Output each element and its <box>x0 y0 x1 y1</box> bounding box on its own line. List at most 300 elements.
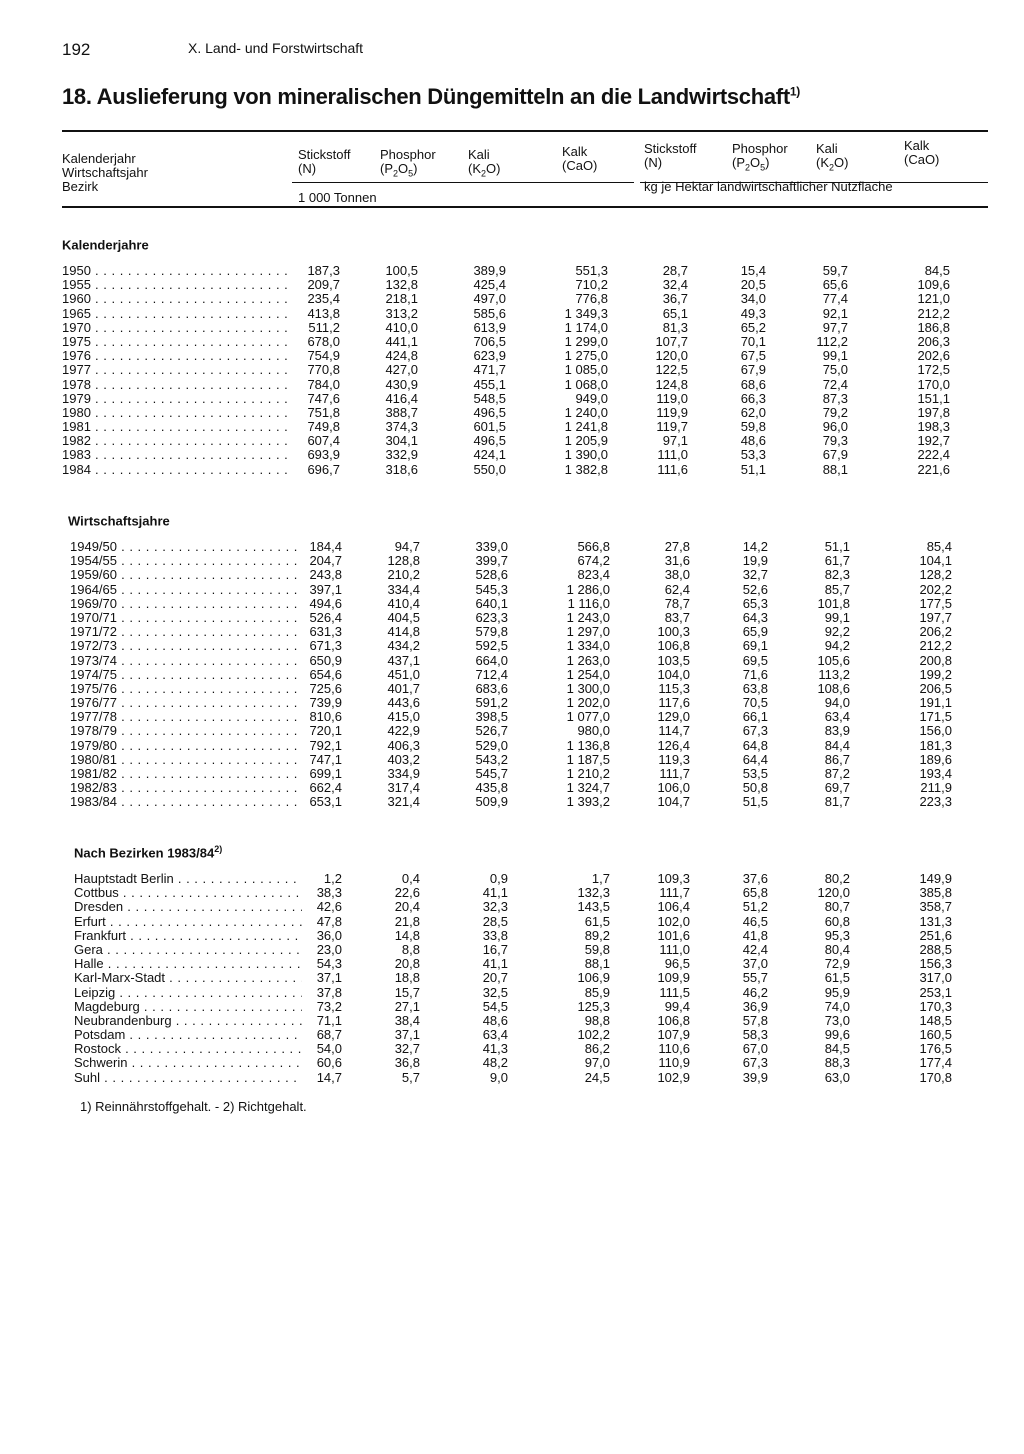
column-header-formula: $(P_2O_5)$ <box>732 155 770 173</box>
table-cell: 548,5 <box>473 390 506 406</box>
table-cell: 32,7 <box>394 1041 420 1057</box>
table-cell: 223,3 <box>919 794 952 810</box>
table-cell: 176,5 <box>919 1041 952 1057</box>
table-cell: 170,0 <box>917 376 950 392</box>
column-header-formula: (N) <box>644 155 663 170</box>
table-cell: 41,1 <box>482 956 508 972</box>
table-row <box>62 349 972 363</box>
table-cell: 339,0 <box>475 539 508 554</box>
table-cell: 48,6 <box>482 1012 508 1028</box>
table-cell: 14,7 <box>316 1069 342 1085</box>
table-cell: 80,2 <box>824 871 850 886</box>
table-cell: 82,3 <box>824 567 850 583</box>
table-cell: 398,5 <box>475 709 508 725</box>
table-cell: 102,2 <box>577 1027 610 1043</box>
row-label: Magdeburg . . . <box>74 1000 302 1014</box>
table-cell: 51,1 <box>740 461 766 477</box>
table-cell: 54,3 <box>316 956 342 972</box>
table-cell: 749,8 <box>307 419 340 435</box>
table-cell: 317,4 <box>387 780 420 796</box>
table-row <box>62 363 972 377</box>
table-cell: 32,5 <box>482 984 508 1000</box>
table-cell: 193,4 <box>919 766 952 781</box>
table-cell: 623,3 <box>475 609 508 625</box>
column-header-formula: (CaO) <box>562 158 598 173</box>
table-row <box>70 554 980 568</box>
table-cell: 5,7 <box>401 1069 420 1085</box>
row-label: 1981/82 . . . <box>70 767 298 781</box>
table-cell: 410,0 <box>385 319 418 335</box>
table-cell: 50,8 <box>742 780 768 796</box>
table-cell: 189,6 <box>919 751 952 767</box>
table-row <box>74 971 984 985</box>
table-cell: 221,6 <box>917 461 950 477</box>
table-cell: 601,5 <box>473 419 506 435</box>
table-cell: 120,0 <box>817 885 850 901</box>
table-cell: 72,9 <box>824 956 850 972</box>
row-label: Leipzig . . . <box>74 986 302 1000</box>
table-cell: 103,5 <box>657 652 690 668</box>
row-label: 1979/80 . . . <box>70 739 298 753</box>
table-cell: 253,1 <box>919 984 952 1000</box>
table-cell: 526,4 <box>309 609 342 625</box>
row-label: 1965 . . . <box>62 307 290 321</box>
table-cell: 1 286,0 <box>566 581 610 597</box>
table-cell: 1 382,8 <box>564 461 608 477</box>
table-cell: 34,0 <box>740 291 766 307</box>
table-cell: 187,3 <box>307 263 340 278</box>
table-cell: 613,9 <box>473 319 506 335</box>
table-row <box>70 568 980 582</box>
table-cell: 1 240,0 <box>564 404 608 420</box>
table-cell: 54,5 <box>482 998 508 1014</box>
table-cell: 106,8 <box>657 638 690 654</box>
table-cell: 53,5 <box>742 766 768 781</box>
unit-rule-left <box>292 182 634 183</box>
table-cell: 88,1 <box>584 956 610 972</box>
table-cell: 100,5 <box>385 263 418 278</box>
row-label: 1979 . . . <box>62 392 290 406</box>
table-cell: 37,1 <box>316 970 342 986</box>
table-cell: 1 202,0 <box>566 695 610 711</box>
table-cell: 131,3 <box>919 913 952 929</box>
table-cell: 69,1 <box>742 638 768 654</box>
table-row <box>62 307 972 321</box>
table-cell: 61,7 <box>824 553 850 569</box>
table-cell: 74,0 <box>824 998 850 1014</box>
table-cell: 38,3 <box>316 885 342 901</box>
table-cell: 20,4 <box>394 899 420 915</box>
table-row <box>62 292 972 306</box>
table-cell: 32,7 <box>742 567 768 583</box>
table-cell: 81,7 <box>824 794 850 810</box>
row-label: 1976/77 . . . <box>70 696 298 710</box>
table-cell: 51,2 <box>742 899 768 915</box>
column-header-name: Kalk <box>562 144 588 159</box>
table-cell: 28,7 <box>662 263 688 278</box>
section-body-kalenderjahre <box>62 264 972 477</box>
table-cell: 19,9 <box>742 553 768 569</box>
table-cell: 747,6 <box>307 390 340 406</box>
row-label: Dresden . . . <box>74 900 302 914</box>
title-text: 18. Auslieferung von mineralischen Düngemitteln an die Landwirtschaft <box>62 84 790 109</box>
table-row <box>74 1056 984 1070</box>
table-cell: 218,1 <box>385 291 418 307</box>
table-cell: 92,1 <box>822 305 848 321</box>
table-cell: 42,6 <box>316 899 342 915</box>
table-row <box>74 886 984 900</box>
table-cell: 132,3 <box>577 885 610 901</box>
table-cell: 156,3 <box>919 956 952 972</box>
table-cell: 94,0 <box>824 695 850 711</box>
column-header-7 <box>816 142 848 175</box>
table-cell: 288,5 <box>919 941 952 957</box>
table-cell: 1 205,9 <box>564 433 608 449</box>
table-cell: 66,1 <box>742 709 768 725</box>
table-row <box>70 710 980 724</box>
column-header-formula: (N) <box>298 161 317 176</box>
table-cell: 334,9 <box>387 766 420 781</box>
table-cell: 545,3 <box>475 581 508 597</box>
table-row <box>74 957 984 971</box>
table-cell: 107,7 <box>655 333 688 349</box>
table-cell: 20,5 <box>740 277 766 293</box>
table-cell: 110,9 <box>658 1055 690 1071</box>
row-label: 1954/55 . . . <box>70 554 298 568</box>
table-cell: 60,8 <box>824 913 850 929</box>
table-cell: 21,8 <box>394 913 420 929</box>
table-cell: 111,7 <box>659 766 690 781</box>
table-cell: 67,3 <box>742 1055 768 1071</box>
table-cell: 509,9 <box>475 794 508 810</box>
section-body-bezirke <box>74 872 984 1085</box>
table-row <box>70 597 980 611</box>
table-cell: 55,7 <box>742 970 768 986</box>
row-label: Rostock . . . <box>74 1042 302 1056</box>
table-cell: 86,2 <box>584 1041 610 1057</box>
table-cell: 18,8 <box>394 970 420 986</box>
table-cell: 14,2 <box>742 539 768 554</box>
table-cell: 671,3 <box>309 638 342 654</box>
table-cell: 776,8 <box>575 291 608 307</box>
table-cell: 37,0 <box>742 956 768 972</box>
table-cell: 58,3 <box>742 1027 768 1043</box>
table-cell: 653,1 <box>309 794 342 810</box>
row-label: 1970 . . . <box>62 321 290 335</box>
section-title-kalenderjahre <box>62 236 149 252</box>
table-row <box>62 463 972 477</box>
table-row <box>70 654 980 668</box>
table-cell: 170,3 <box>919 998 952 1014</box>
table-cell: 206,2 <box>919 624 952 640</box>
table-cell: 46,2 <box>742 984 768 1000</box>
table-cell: 430,9 <box>385 376 418 392</box>
table-cell: 102,9 <box>657 1069 690 1085</box>
table-cell: 551,3 <box>575 263 608 278</box>
table-cell: 198,3 <box>917 419 950 435</box>
table-cell: 156,0 <box>919 723 952 739</box>
row-label: Halle . . . <box>74 957 302 971</box>
row-label: 1984 . . . <box>62 463 290 477</box>
column-header-name: Kali <box>816 141 838 156</box>
table-cell: 87,2 <box>824 766 850 781</box>
table-cell: 65,8 <box>742 885 768 901</box>
table-row <box>70 767 980 781</box>
table-cell: 96,5 <box>664 956 690 972</box>
table-cell: 441,1 <box>385 333 418 349</box>
table-cell: 949,0 <box>575 390 608 406</box>
table-cell: 1 297,0 <box>566 624 610 640</box>
row-label: 1983/84 . . . <box>70 795 298 809</box>
table-cell: 92,2 <box>824 624 850 640</box>
table-cell: 1 393,2 <box>566 794 610 810</box>
table-cell: 543,2 <box>475 751 508 767</box>
table-cell: 128,2 <box>919 567 952 583</box>
table-cell: 71,6 <box>742 666 768 682</box>
table-cell: 67,0 <box>742 1041 768 1057</box>
table-cell: 88,3 <box>824 1055 850 1071</box>
table-cell: 683,6 <box>475 680 508 696</box>
table-cell: 1 263,0 <box>566 652 610 668</box>
table-cell: 85,4 <box>926 539 952 554</box>
table-row <box>62 335 972 349</box>
table-cell: 94,2 <box>824 638 850 654</box>
table-cell: 85,7 <box>824 581 850 597</box>
row-label: 1959/60 . . . <box>70 568 298 582</box>
table-cell: 22,6 <box>394 885 420 901</box>
table-cell: 42,4 <box>742 941 768 957</box>
row-label: 1976 . . . <box>62 349 290 363</box>
table-cell: 410,4 <box>387 595 420 611</box>
row-label: 1975/76 . . . <box>70 682 298 696</box>
table-cell: 640,1 <box>475 595 508 611</box>
table-cell: 65,2 <box>740 319 766 335</box>
table-cell: 204,7 <box>309 553 342 569</box>
table-cell: 151,1 <box>917 390 950 406</box>
table-cell: 68,7 <box>316 1027 342 1043</box>
row-label: Schwerin . . . <box>74 1056 302 1070</box>
running-head: X. Land- und Forstwirtschaft <box>188 40 364 56</box>
table-cell: 696,7 <box>307 461 340 477</box>
table-cell: 97,0 <box>584 1055 610 1071</box>
section-body-wirtschaftsjahre <box>70 540 980 810</box>
table-cell: 321,4 <box>387 794 420 810</box>
table-row <box>70 639 980 653</box>
table-cell: 451,0 <box>387 666 420 682</box>
table-cell: 1 116,0 <box>567 595 610 611</box>
table-cell: 177,5 <box>919 595 952 611</box>
table-cell: 69,7 <box>824 780 850 796</box>
table-cell: 199,2 <box>919 666 952 682</box>
table-cell: 96,0 <box>822 419 848 435</box>
column-header-formula: $(P_2O_5)$ <box>380 161 418 179</box>
table-cell: 143,5 <box>577 899 610 915</box>
table-cell: 784,0 <box>307 376 340 392</box>
table-cell: 566,8 <box>577 539 610 554</box>
table-cell: 251,6 <box>919 927 952 943</box>
table-cell: 406,3 <box>387 737 420 753</box>
table-cell: 107,9 <box>657 1027 690 1043</box>
table-cell: 823,4 <box>577 567 610 583</box>
table-cell: 389,9 <box>473 263 506 278</box>
table-cell: 435,8 <box>475 780 508 796</box>
table-cell: 70,1 <box>740 333 766 349</box>
table-cell: 415,0 <box>387 709 420 725</box>
table-cell: 654,6 <box>309 666 342 682</box>
table-cell: 109,3 <box>657 871 690 886</box>
table-cell: 62,0 <box>740 404 766 420</box>
table-cell: 122,5 <box>655 362 688 378</box>
table-row <box>62 448 972 462</box>
table-cell: 424,1 <box>473 447 506 463</box>
table-cell: 751,8 <box>307 404 340 420</box>
table-row <box>70 781 980 795</box>
table-row <box>74 1042 984 1056</box>
column-header-formula: $(K_2O)$ <box>468 161 501 179</box>
table-cell: 15,7 <box>394 984 420 1000</box>
table-cell: 62,4 <box>664 581 690 597</box>
table-cell: 95,3 <box>824 927 850 943</box>
table-cell: 591,2 <box>475 695 508 711</box>
table-cell: 121,0 <box>917 291 950 307</box>
table-cell: 38,0 <box>664 567 690 583</box>
column-header-3 <box>468 148 500 181</box>
table-cell: 80,7 <box>824 899 850 915</box>
table-cell: 95,9 <box>824 984 850 1000</box>
table-cell: 662,4 <box>309 780 342 796</box>
table-cell: 49,3 <box>740 305 766 321</box>
table-cell: 28,5 <box>482 913 508 929</box>
row-label: Gera . . . <box>74 943 302 957</box>
table-row <box>74 1000 984 1014</box>
table-cell: 1 324,7 <box>566 780 610 796</box>
table-cell: 1,7 <box>591 871 610 886</box>
table-cell: 664,0 <box>475 652 508 668</box>
table-row <box>70 682 980 696</box>
table-cell: 1 187,5 <box>566 751 610 767</box>
table-cell: 496,5 <box>473 404 506 420</box>
table-cell: 125,3 <box>577 998 610 1014</box>
section-title-text: Kalenderjahre <box>62 237 149 253</box>
table-cell: 1 241,8 <box>564 419 608 435</box>
column-header-4 <box>562 145 597 173</box>
table-row <box>62 392 972 406</box>
column-header-2 <box>380 148 436 181</box>
table-cell: 770,8 <box>307 362 340 378</box>
table-cell: 79,3 <box>822 433 848 449</box>
table-cell: 792,1 <box>309 737 342 753</box>
table-cell: 318,6 <box>385 461 418 477</box>
column-header-8 <box>904 139 939 167</box>
table-cell: 53,3 <box>740 447 766 463</box>
table-row <box>74 986 984 1000</box>
table-cell: 1 243,0 <box>566 609 610 625</box>
table-cell: 37,8 <box>316 984 342 1000</box>
table-cell: 79,2 <box>822 404 848 420</box>
table-row <box>62 278 972 292</box>
table-cell: 710,2 <box>575 277 608 293</box>
table-cell: 526,7 <box>475 723 508 739</box>
table-row <box>74 943 984 957</box>
table-cell: 202,6 <box>917 348 950 364</box>
table-cell: 65,3 <box>742 595 768 611</box>
row-label: 1955 . . . <box>62 278 290 292</box>
table-cell: 51,1 <box>824 539 850 554</box>
table-cell: 99,1 <box>822 348 848 364</box>
table-cell: 109,6 <box>917 277 950 293</box>
table-cell: 434,2 <box>387 638 420 654</box>
table-cell: 87,3 <box>822 390 848 406</box>
row-label: Erfurt . . . <box>74 915 302 929</box>
table-row <box>62 321 972 335</box>
table-cell: 545,7 <box>475 766 508 781</box>
table-row <box>62 420 972 434</box>
table-cell: 112,2 <box>816 333 848 349</box>
table-cell: 693,9 <box>307 447 340 463</box>
table-cell: 63,4 <box>482 1027 508 1043</box>
row-label: 1977 . . . <box>62 363 290 377</box>
row-label: 1978/79 . . . <box>70 724 298 738</box>
table-row <box>70 739 980 753</box>
table-cell: 200,8 <box>919 652 952 668</box>
table-row <box>70 668 980 682</box>
table-cell: 73,2 <box>316 998 342 1014</box>
table-cell: 85,9 <box>584 984 610 1000</box>
row-label: 1983 . . . <box>62 448 290 462</box>
table-cell: 69,5 <box>742 652 768 668</box>
table-cell: 36,9 <box>742 998 768 1014</box>
table-cell: 754,9 <box>307 348 340 364</box>
table-cell: 210,2 <box>387 567 420 583</box>
table-cell: 1 275,0 <box>564 348 608 364</box>
column-header-5 <box>644 142 697 170</box>
table-cell: 437,1 <box>387 652 420 668</box>
table-cell: 1 085,0 <box>564 362 608 378</box>
unit-label-tonnes: 1 000 Tonnen <box>298 190 377 205</box>
row-label: 1974/75 . . . <box>70 668 298 682</box>
table-cell: 41,1 <box>482 885 508 901</box>
table-cell: 1 299,0 <box>564 333 608 349</box>
table-cell: 171,5 <box>919 709 952 725</box>
table-cell: 212,2 <box>917 305 950 321</box>
table-cell: 358,7 <box>919 899 952 915</box>
table-title <box>62 84 800 110</box>
table-cell: 529,0 <box>475 737 508 753</box>
table-cell: 59,8 <box>584 941 610 957</box>
table-cell: 97,1 <box>662 433 688 449</box>
table-cell: 197,8 <box>917 404 950 420</box>
row-label: 1964/65 . . . <box>70 583 298 597</box>
table-cell: 1 174,0 <box>564 319 608 335</box>
table-cell: 1 349,3 <box>564 305 608 321</box>
table-row <box>74 1028 984 1042</box>
row-label: 1950 . . . <box>62 264 290 278</box>
table-cell: 111,5 <box>659 984 690 1000</box>
table-cell: 1,2 <box>323 871 342 886</box>
table-cell: 1 210,2 <box>566 766 610 781</box>
table-cell: 202,2 <box>919 581 952 597</box>
table-cell: 304,1 <box>385 433 418 449</box>
table-row <box>74 1071 984 1085</box>
row-label: Neubrandenburg . . . <box>74 1014 302 1028</box>
table-cell: 404,5 <box>387 609 420 625</box>
table-cell: 84,5 <box>824 1041 850 1057</box>
table-cell: 104,7 <box>657 794 690 810</box>
table-row <box>70 583 980 597</box>
table-cell: 181,3 <box>919 737 952 753</box>
table-cell: 72,4 <box>822 376 848 392</box>
column-header-6 <box>732 142 788 175</box>
